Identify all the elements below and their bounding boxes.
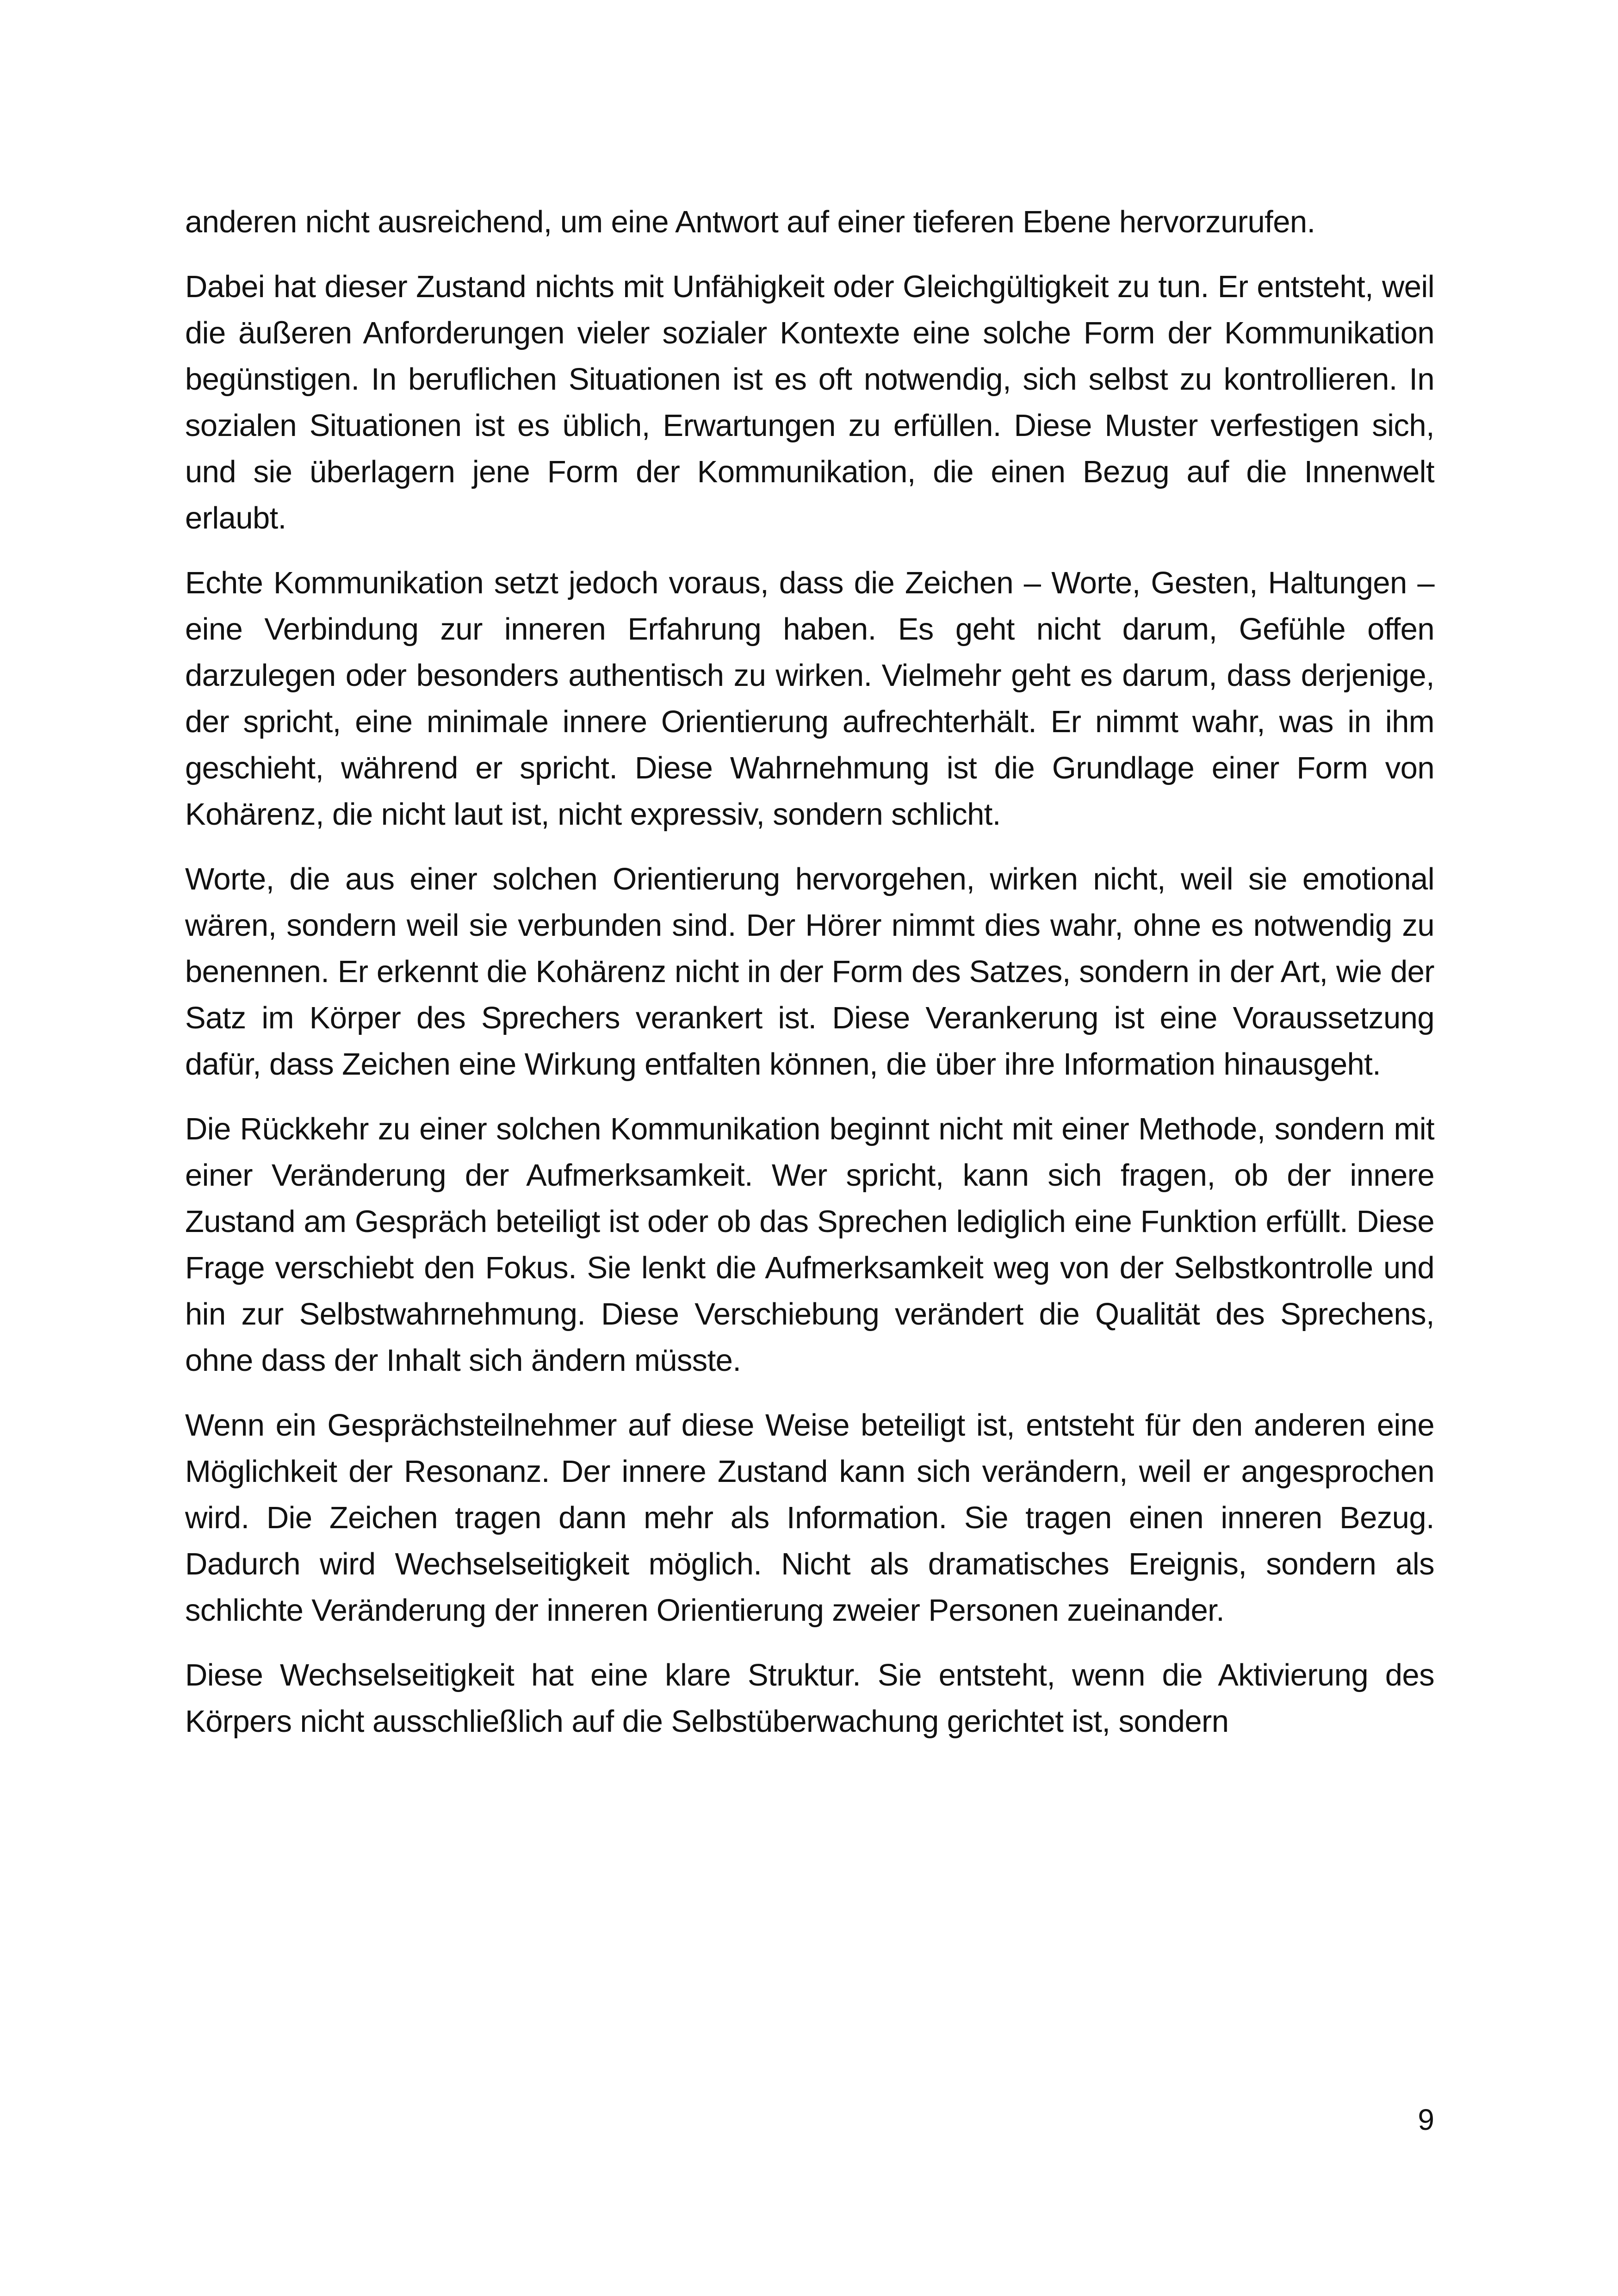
paragraph-2: Dabei hat dieser Zustand nichts mit Unfähigkeit oder Gleichgültigkeit zu tun. Er entsteht, weil die äußeren Anforderungen vieler sozialer Kontexte eine solche Form der Kommunikation begünstigen. In beruflichen Situationen ist es oft notwendig, sich selbst zu kontrollieren. In sozialen Situationen ist es üblich, Erwartungen zu erfüllen. Diese Muster verfestigen sich, und sie überlagern jene Form der Kommunikation, die einen Bezug auf die Innenwelt erlaubt. [185, 269, 1434, 535]
paragraph-5: Die Rückkehr zu einer solchen Kommunikation beginnt nicht mit einer Methode, sondern mit einer Veränderung der Aufmerksamkeit. Wer spricht, kann sich fragen, ob der innere Zustand am Gespräch beteiligt ist oder ob das Sprechen lediglich eine Funktion erfüllt. Diese Frage verschiebt den Fokus. Sie lenkt die Aufmerksamkeit weg von der Selbstkontrolle und hin zur Selbstwahrnehmung. Diese Verschiebung verändert die Qualität des Sprechens, ohne dass der Inhalt sich ändern müsste. [185, 1112, 1434, 1378]
paragraph-1: anderen nicht ausreichend, um eine Antwort auf einer tieferen Ebene hervorzurufen. [185, 205, 1315, 239]
paragraph-4: Worte, die aus einer solchen Orientierung hervorgehen, wirken nicht, weil sie emotional wären, sondern weil sie verbunden sind. Der Hörer nimmt dies wahr, ohne es notwendig zu benennen. Er erkennt die Kohärenz nicht in der Form des Satzes, sondern in der Art, wie der Satz im Körper des Sprechers verankert ist. Diese Verankerung ist eine Voraussetzung dafür, dass Zeichen eine Wirkung entfalten können, die über ihre Information hinausgeht. [185, 862, 1434, 1082]
paragraph-7: Diese Wechselseitigkeit hat eine klare Struktur. Sie entsteht, wenn die Aktivierung des Körpers nicht ausschließlich auf die Selbstüberwachung gerichtet ist, sondern [185, 1658, 1434, 1739]
page-body [185, 199, 1434, 1763]
paragraph-6: Wenn ein Gesprächsteilnehmer auf diese Weise beteiligt ist, entsteht für den anderen eine Möglichkeit der Resonanz. Der innere Zustand kann sich verändern, weil er angesprochen wird. Die Zeichen tragen dann mehr als Information. Sie tragen einen inneren Bezug. Dadurch wird Wechselseitigkeit möglich. Nicht als dramatisches Ereignis, sondern als schlichte Veränderung der inneren Orientierung zweier Personen zueinander. [185, 1408, 1434, 1628]
page-number: 9 [1418, 2103, 1434, 2136]
paragraph-3: Echte Kommunikation setzt jedoch voraus, dass die Zeichen – Worte, Gesten, Haltungen – eine Verbindung zur inneren Erfahrung haben. Es geht nicht darum, Gefühle offen darzulegen oder besonders authentisch zu wirken. Vielmehr geht es darum, dass derjenige, der spricht, eine minimale innere Orientierung aufrechterhält. Er nimmt wahr, was in ihm geschieht, während er spricht. Diese Wahrnehmung ist die Grundlage einer Form von Kohärenz, die nicht laut ist, nicht expressiv, sondern schlicht. [185, 566, 1434, 832]
